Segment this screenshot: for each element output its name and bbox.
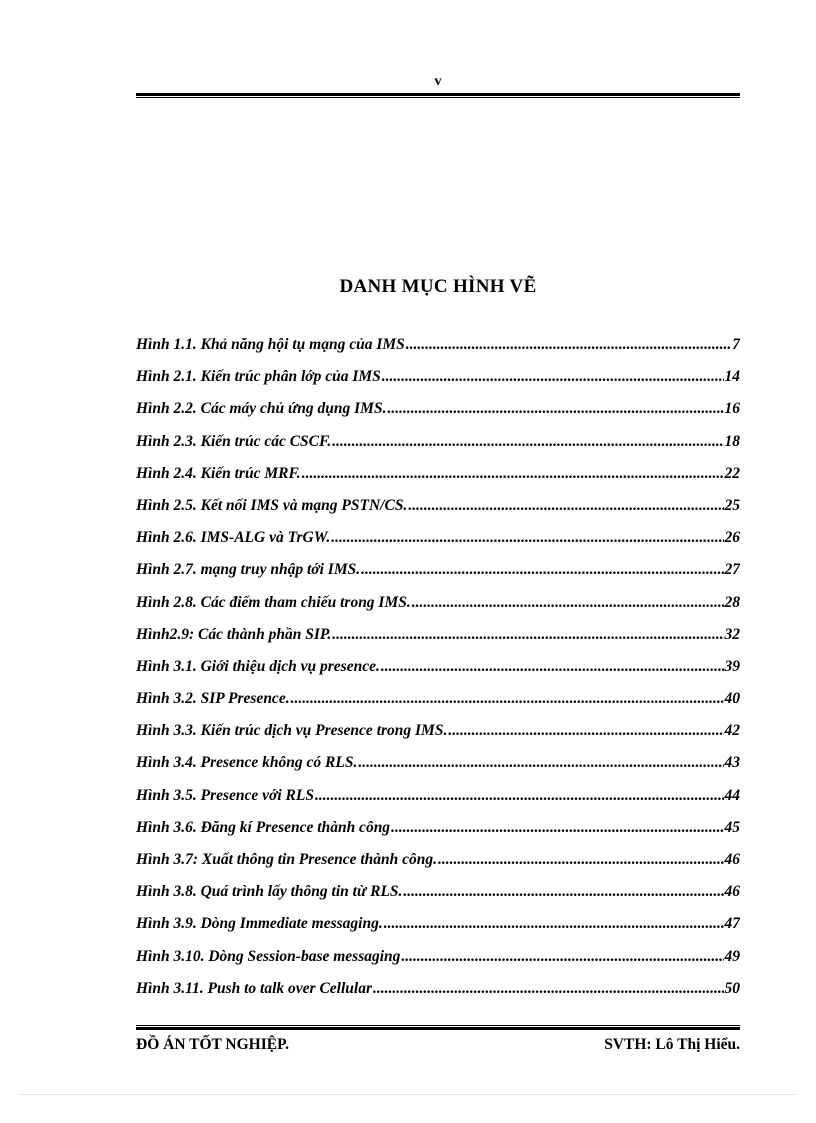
toc-dot-leader: [407, 497, 723, 515]
toc-entry-label: Hình 3.1. Giới thiệu dịch vụ presence.: [136, 657, 380, 675]
toc-entry-page: 46: [724, 883, 740, 901]
toc-entry-page: 16: [724, 400, 740, 418]
toc-dot-leader: [357, 754, 723, 772]
toc-entry[interactable]: [136, 626, 740, 658]
toc-entry-page: 45: [724, 818, 740, 836]
toc-entry-label: Hình 3.11. Push to talk over Cellular: [136, 979, 372, 997]
toc-entry-label: Hình 2.5. Kết nối IMS và mạng PSTN/CS.: [136, 496, 408, 514]
toc-dot-leader: [331, 433, 723, 451]
page-bottom-dotted-line: [20, 1094, 796, 1095]
toc-entry-label: Hình 3.4. Presence không có RLS.: [136, 754, 358, 772]
toc-dot-leader: [383, 915, 724, 933]
toc-entry-label: Hình 3.9. Dòng Immediate messaging.: [136, 915, 383, 933]
toc-entry-label: Hình 2.3. Kiến trúc các CSCF.: [136, 432, 332, 450]
header-rule-thin: [136, 97, 740, 98]
toc-dot-leader: [301, 465, 724, 483]
toc-entry-page: 27: [724, 561, 740, 579]
header-rule-thick: [136, 93, 740, 96]
toc-dot-leader: [411, 594, 724, 612]
toc-entry[interactable]: [136, 400, 740, 432]
toc-entry-label: Hình 2.7. mạng truy nhập tới IMS.: [136, 561, 361, 579]
toc-entry[interactable]: [136, 980, 740, 1012]
toc-entry[interactable]: [136, 690, 740, 722]
toc-entry[interactable]: [136, 754, 740, 786]
toc-dot-leader: [447, 722, 723, 740]
toc-entry-label: Hình 3.5. Presence với RLS: [136, 786, 314, 804]
toc-dot-leader: [437, 851, 723, 869]
toc-entry-label: Hình2.9: Các thành phần SIP.: [136, 625, 332, 643]
toc-entry-page: 46: [724, 851, 740, 868]
footer: [136, 1036, 740, 1054]
toc-entry-label: Hình 1.1. Khả năng hội tụ mạng của IMS: [136, 336, 405, 353]
toc-entry[interactable]: [136, 368, 740, 400]
toc-dot-leader: [405, 336, 731, 354]
toc-dot-leader: [372, 980, 724, 998]
toc-entry-page: 18: [724, 432, 740, 450]
toc-entry[interactable]: [136, 658, 740, 690]
footer-right: SVTH: Lô Thị Hiểu.: [604, 1036, 740, 1053]
page-title: DANH MỤC HÌNH VẼ: [339, 276, 537, 297]
toc-entry-label: Hình 3.8. Quá trình lấy thông tin từ RLS.: [136, 883, 403, 901]
toc-entry-page: 43: [724, 754, 740, 772]
toc-entry-page: 40: [724, 690, 740, 708]
toc-dot-leader: [390, 819, 723, 837]
toc-entry[interactable]: [136, 819, 740, 851]
toc-entry[interactable]: [136, 561, 740, 593]
toc-entry[interactable]: [136, 594, 740, 626]
toc-dot-leader: [386, 400, 723, 418]
figure-list: [136, 336, 740, 1012]
toc-entry-label: Hình 3.2. SIP Presence.: [136, 690, 290, 708]
toc-entry-page: 39: [724, 657, 740, 675]
toc-entry[interactable]: [136, 883, 740, 915]
toc-entry[interactable]: [136, 851, 740, 883]
toc-entry[interactable]: [136, 529, 740, 561]
toc-entry-page: 22: [724, 464, 740, 482]
toc-entry-page: 42: [724, 722, 740, 740]
page-number: v: [434, 74, 442, 89]
toc-entry-page: 7: [732, 336, 740, 353]
toc-entry-page: 14: [724, 368, 740, 386]
toc-entry-page: 50: [724, 979, 740, 997]
toc-dot-leader: [290, 690, 724, 708]
toc-entry-page: 26: [724, 529, 740, 547]
toc-entry-label: Hình 3.7: Xuất thông tin Presence thành công.: [136, 851, 438, 868]
toc-entry-page: 32: [724, 625, 740, 643]
toc-entry[interactable]: [136, 465, 740, 497]
toc-entry-page: 44: [724, 786, 740, 804]
toc-entry-page: 28: [724, 593, 740, 611]
toc-entry-label: Hình 2.4. Kiến trúc MRF.: [136, 464, 301, 482]
toc-entry-label: Hình 3.10. Dòng Session-base messaging: [136, 947, 401, 965]
toc-entry-label: Hình 2.2. Các máy chủ ứng dụng IMS.: [136, 400, 387, 418]
toc-dot-leader: [330, 529, 723, 547]
toc-dot-leader: [381, 368, 724, 386]
toc-dot-leader: [314, 787, 724, 805]
toc-entry-label: Hình 2.1. Kiến trúc phân lớp của IMS: [136, 368, 381, 386]
toc-entry[interactable]: [136, 787, 740, 819]
toc-dot-leader: [402, 883, 723, 901]
toc-entry[interactable]: [136, 336, 740, 368]
toc-entry-page: 25: [724, 496, 740, 514]
toc-dot-leader: [360, 561, 723, 579]
toc-entry-label: Hình 2.6. IMS-ALG và TrGW.: [136, 529, 331, 547]
toc-entry[interactable]: [136, 722, 740, 754]
toc-entry-label: Hình 3.3. Kiến trúc dịch vụ Presence trong IMS.: [136, 722, 448, 740]
toc-entry[interactable]: [136, 948, 740, 980]
toc-dot-leader: [331, 626, 723, 644]
toc-entry-label: Hình 2.8. Các điểm tham chiếu trong IMS.: [136, 593, 411, 611]
footer-rule-thick: [136, 1027, 740, 1030]
toc-entry[interactable]: [136, 433, 740, 465]
toc-dot-leader: [380, 658, 724, 676]
footer-rule-thin: [136, 1025, 740, 1026]
toc-dot-leader: [400, 948, 723, 966]
footer-left: ĐỒ ÁN TỐT NGHIỆP.: [136, 1036, 290, 1053]
toc-entry-label: Hình 3.6. Đăng kí Presence thành công: [136, 818, 391, 836]
toc-entry-page: 49: [724, 947, 740, 965]
toc-entry[interactable]: [136, 497, 740, 529]
toc-entry[interactable]: [136, 915, 740, 947]
toc-entry-page: 47: [724, 915, 740, 933]
